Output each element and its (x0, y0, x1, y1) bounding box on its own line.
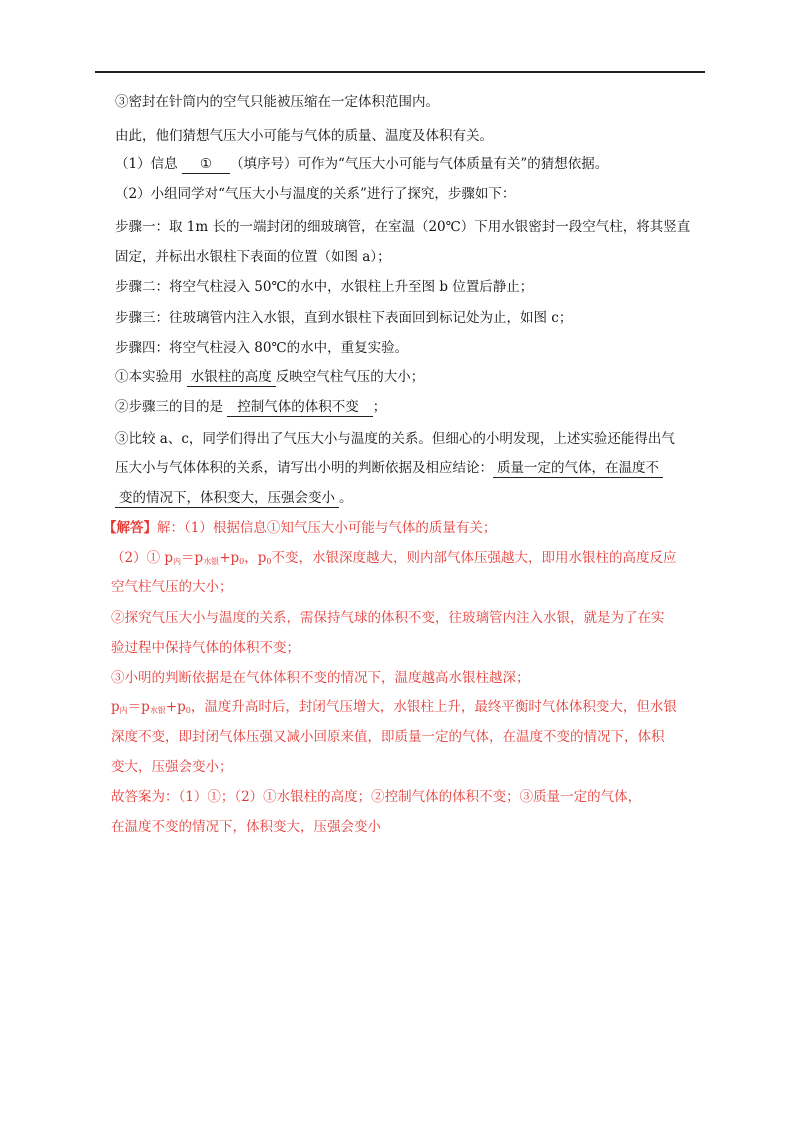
answer-line: 变大，压强会变小； (111, 759, 233, 775)
question-line: ①本实验用 水银柱的高度 反映空气柱气压的大小； (115, 369, 425, 385)
text-line: ③比较 a、c，同学们得出了气压大小与温度的关系。但细心的小明发现，上述实验还能得出气 (115, 431, 675, 447)
answer-line: ③小明的判断依据是在气体体积不变的情况下，温度越高水银柱越深； (111, 670, 530, 686)
text-line: 固定，并标出水银柱下表面的位置（如图 a）； (115, 249, 391, 265)
question-line: 压大小与气体体积的关系，请写出小明的判断依据及相应结论： 质量一定的气体，在温度不 (115, 458, 663, 478)
answer-line: ②探究气压大小与温度的关系，需保持气球的体积不变，往玻璃管内注入水银，就是为了在实 (111, 610, 665, 626)
answer-blank: 水银柱的高度 (187, 368, 276, 387)
question-line: 变的情况下，体积变大，压强会变小 。 (115, 488, 353, 508)
answer-line: 空气柱气压的大小； (111, 579, 233, 595)
text-line: 步骤一：取 1m 长的一端封闭的细玻璃管，在室温（20℃）下用水银密封一段空气柱，将其竖直 (115, 219, 691, 235)
question-1: （1）信息 ① （填序号）可作为“气压大小可能与气体质量有关”的猜想依据。 (115, 156, 609, 172)
text-line: 步骤二：将空气柱浸入 50℃的水中，水银柱上升至图 b 位置后静止； (115, 279, 534, 295)
answer-line: 深度不变，即封闭气体压强又减小回原来值，即质量一定的气体，在温度不变的情况下，体积 (111, 729, 665, 745)
answer-blank: ① (182, 155, 230, 174)
answer-blank: 控制气体的体积不变 (227, 398, 373, 417)
answer-line: （2）① $p_内=p_{水银}+p_0$，$p_0$不变，水银深度越大，则内部气体压强越大，即用水银柱的高度反应 (111, 550, 677, 566)
answer-blank: 质量一定的气体，在温度不 (493, 459, 663, 478)
text-line: （2）小组同学对“气压大小与温度的关系”进行了探究，步骤如下： (115, 186, 516, 202)
answer-blank: 变的情况下，体积变大，压强会变小 (115, 489, 339, 508)
answer-line: 在温度不变的情况下，体积变大，压强会变小 (111, 819, 381, 835)
answer-line: 验过程中保持气体的体积不变； (111, 640, 300, 656)
question-line: ②步骤三的目的是 控制气体的体积不变 ； (115, 399, 387, 415)
text-line: ③密封在针筒内的空气只能被压缩在一定体积范围内。 (115, 94, 439, 110)
answer-line: 故答案为：（1）①；（2）①水银柱的高度；②控制气体的体积不变；③质量一定的气体， (111, 789, 642, 805)
text-line: 步骤三：往玻璃管内注入水银，直到水银柱下表面回到标记处为止，如图 c； (115, 310, 573, 326)
answer-line: 【解答】解：（1）根据信息①知气压大小可能与气体的质量有关； (103, 520, 497, 536)
answer-label: 【解答】 (103, 520, 157, 536)
answer-line: $p_内=p_{水银}+p_0$，温度升高时后，封闭气压增大，水银柱上升，最终平衡时气体体积变大，但水银 (111, 699, 677, 715)
text-line: 由此，他们猜想气压大小可能与气体的质量、温度及体积有关。 (115, 128, 493, 144)
text-line: 步骤四：将空气柱浸入 80℃的水中，重复实验。 (115, 340, 409, 356)
header-rule (95, 71, 705, 73)
